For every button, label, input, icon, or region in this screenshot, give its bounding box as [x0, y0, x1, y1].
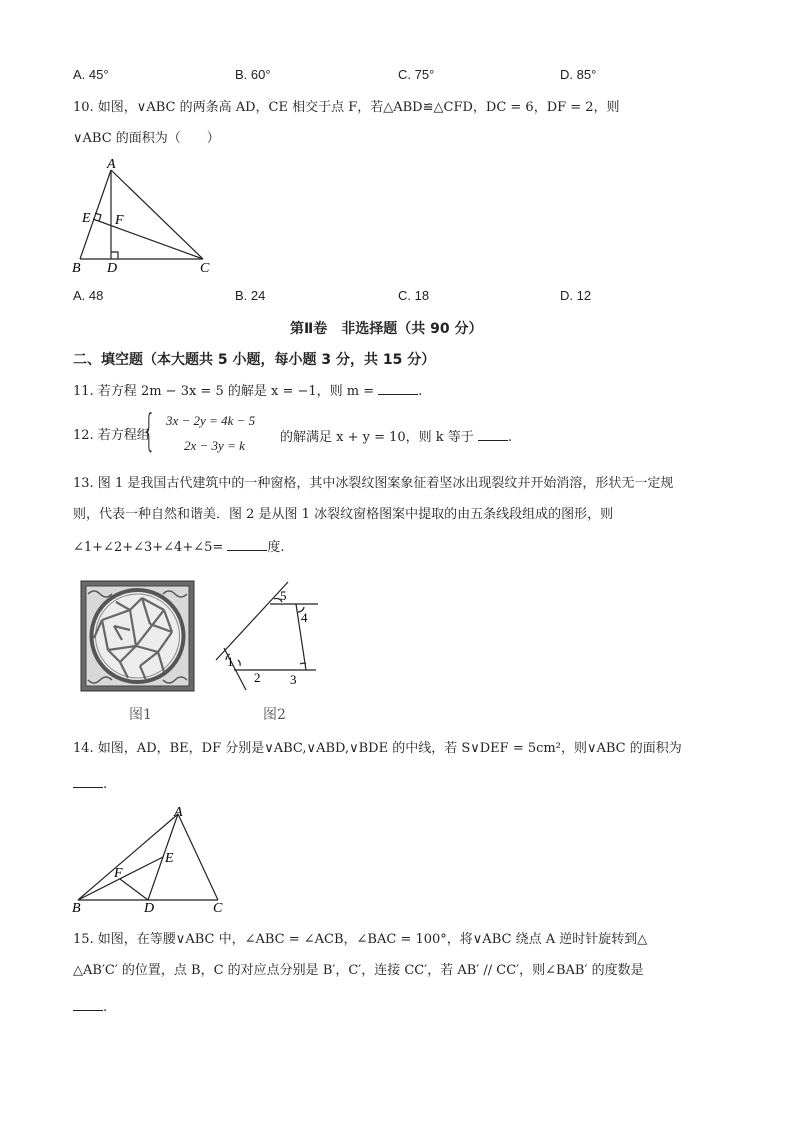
q15-end: . — [103, 1000, 108, 1015]
q10-option-a: A. 48 — [73, 288, 104, 303]
q9-option-a: A. 45° — [73, 67, 109, 82]
q9-option-c: C. 75° — [398, 67, 435, 82]
q13-angle-3-label: 3 — [290, 672, 297, 687]
section-subtitle: 二、填空题（本大题共 5 小题，每小题 3 分，共 15 分） — [73, 352, 436, 368]
q13-five-segments-figure — [210, 578, 325, 693]
q10-option-b: B. 24 — [235, 288, 266, 303]
q14-end: . — [103, 777, 108, 792]
q10-label-d: D — [107, 261, 118, 276]
q13-figure2-caption: 图2 — [263, 707, 286, 723]
q12-end: . — [507, 430, 513, 445]
q11-question — [73, 382, 422, 400]
q14-label-e: E — [165, 851, 174, 866]
q14-answer-blank[interactable] — [73, 775, 103, 788]
q14-label-a: A — [174, 805, 183, 820]
q13-question-line1: 13. 图 1 是我国古代建筑中的一种窗格，其中冰裂纹图案象征着坚冰出现裂纹并开始消溶，形状无一定规 — [73, 476, 674, 491]
q9-option-b: B. 60° — [235, 67, 271, 82]
q13-answer-blank[interactable] — [227, 538, 267, 551]
q13-angle-1-label: 1 — [227, 654, 234, 669]
q14-label-f: F — [114, 866, 123, 881]
q13-unit: 度. — [267, 540, 285, 555]
q10-label-c: C — [200, 261, 210, 276]
q12-equation-1: 3x − 2y = 4k − 5 — [166, 413, 256, 428]
q13-window-lattice-figure — [80, 580, 195, 692]
q11-text: 11. 若方程 2m − 3x = 5 的解是 x = −1，则 m = — [73, 384, 375, 399]
q10-option-d: D. 12 — [560, 288, 592, 303]
q10-label-b: B — [72, 261, 81, 276]
q10-question-line1: 10. 如图，∨ABC 的两条高 AD，CE 相交于点 F，若△ABD≌△CFD，DC = 6，DF = 2，则 — [73, 100, 620, 115]
q15-answer-blank[interactable] — [73, 998, 103, 1011]
section-title: 第Ⅱ卷 非选择题（共 90 分） — [290, 321, 483, 337]
q10-label-e: E — [82, 211, 91, 226]
q10-option-c: C. 18 — [398, 288, 430, 303]
q10-triangle-diagram — [70, 156, 220, 276]
q15-question-line1: 15. 如图，在等腰∨ABC 中，∠ABC = ∠ACB，∠BAC = 100°，将∨ABC 绕点 A 逆时针旋转到△ — [73, 932, 648, 947]
q14-question-line1: 14. 如图，AD，BE，DF 分别是∨ABC,∨ABD,∨BDE 的中线，若 S∨DEF = 5cm²，则∨ABC 的面积为 — [73, 741, 682, 756]
q9-option-d: D. 85° — [560, 67, 597, 82]
q13-segment-a — [216, 582, 288, 660]
q10-side-ac — [111, 170, 203, 259]
q10-label-f: F — [115, 213, 124, 228]
q12-question — [280, 428, 512, 446]
q13-angle-4-label: 4 — [301, 610, 308, 625]
q12-answer-blank[interactable] — [478, 428, 508, 441]
q14-side-ac — [178, 814, 218, 900]
q12-suffix: 的解满足 x + y = 10，则 k 等于 — [280, 430, 474, 445]
q11-answer-blank[interactable] — [378, 382, 418, 395]
q14-answer-line — [73, 775, 107, 793]
q14-label-d: D — [144, 901, 155, 916]
q13-angle-2-label: 2 — [254, 670, 261, 685]
q13-question-line2: 则，代表一种自然和谐美．图 2 是从图 1 冰裂纹窗格图案中提取的由五条线段组成的图形，则 — [73, 507, 614, 522]
q13-angle-sum: ∠1+∠2+∠3+∠4+∠5= — [73, 540, 224, 555]
q12-prefix: 12. 若方程组 — [73, 428, 150, 443]
q14-label-b: B — [72, 901, 81, 916]
q14-median-df — [120, 879, 148, 900]
q12-equation-2: 2x − 3y = k — [184, 438, 245, 453]
q13-angle-5-label: 5 — [280, 588, 287, 603]
q11-end: . — [418, 384, 423, 399]
q15-answer-line — [73, 998, 107, 1016]
q13-figure1-caption: 图1 — [129, 707, 152, 723]
q14-label-c: C — [213, 901, 223, 916]
q13-question-line3 — [73, 538, 285, 556]
q14-triangle-diagram — [68, 804, 228, 916]
q10-altitude-ce — [93, 219, 203, 259]
q10-right-angle-d — [111, 252, 118, 259]
q15-question-line2: △AB′C′ 的位置，点 B，C 的对应点分别是 B′，C′，连接 CC′，若 AB′ // CC′，则∠BAB′ 的度数是 — [73, 963, 644, 978]
q12-brace: { — [142, 405, 156, 456]
q10-label-a: A — [107, 157, 116, 172]
q10-question-line2: ∨ABC 的面积为（ ） — [73, 131, 220, 146]
